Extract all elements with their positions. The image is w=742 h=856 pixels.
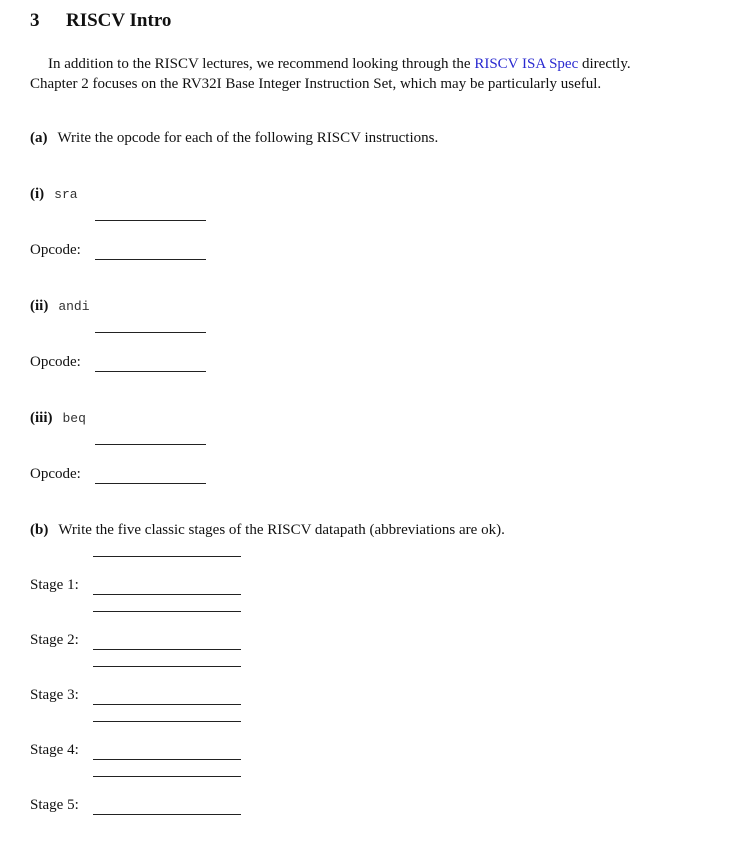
stage-3-field[interactable] (93, 704, 241, 705)
item-ii-answer-line-top (95, 332, 206, 333)
item-iii-instruction: beq (62, 411, 86, 426)
part-a-prompt: Write the opcode for each of the following RISCV instructions. (57, 130, 439, 146)
item-ii (30, 298, 90, 315)
item-iii-answer-line-top (95, 444, 206, 445)
item-iii-opcode-field[interactable] (95, 483, 206, 484)
intro-text-2: directly. (578, 56, 631, 72)
stage-2-label: Stage 2: (30, 632, 79, 648)
part-b-prompt: Write the five classic stages of the RISCV datapath (abbreviations are ok). (58, 522, 505, 538)
stage-2-line-top (93, 611, 241, 612)
stage-1-label: Stage 1: (30, 577, 79, 593)
item-i-answer-line-top (95, 220, 206, 221)
part-b-question (30, 522, 505, 539)
item-i-instruction: sra (54, 187, 78, 202)
item-iii-label: (iii) (30, 410, 53, 426)
section-title (30, 10, 171, 32)
stage-5-line-top (93, 776, 241, 777)
item-ii-opcode-label: Opcode: (30, 354, 81, 370)
item-iii-opcode-label: Opcode: (30, 466, 81, 482)
stage-2-field[interactable] (93, 649, 241, 650)
item-iii (30, 410, 86, 427)
item-ii-label: (ii) (30, 298, 49, 314)
section-title-text: RISCV Intro (66, 10, 172, 31)
stage-1-line-top (93, 556, 241, 557)
riscv-isa-spec-link[interactable]: RISCV ISA Spec (474, 56, 579, 72)
section-number: 3 (30, 10, 40, 31)
stage-5-field[interactable] (93, 814, 241, 815)
intro-line-1 (48, 54, 631, 74)
stage-4-line-top (93, 721, 241, 722)
stage-1-field[interactable] (93, 594, 241, 595)
item-i-opcode-label: Opcode: (30, 242, 81, 258)
stage-4-label: Stage 4: (30, 742, 79, 758)
part-a-label: (a) (30, 130, 48, 146)
stage-5-label: Stage 5: (30, 797, 79, 813)
item-i-label: (i) (30, 186, 45, 202)
item-ii-opcode-field[interactable] (95, 371, 206, 372)
item-i (30, 186, 78, 203)
stage-3-label: Stage 3: (30, 687, 79, 703)
intro-line-2: Chapter 2 focuses on the RV32I Base Integer Instruction Set, which may be particularly useful. (30, 76, 602, 92)
stage-4-field[interactable] (93, 759, 241, 760)
intro-text-1: In addition to the RISCV lectures, we recommend looking through the (48, 56, 475, 72)
part-a-question (30, 130, 438, 147)
part-b-label: (b) (30, 522, 49, 538)
stage-3-line-top (93, 666, 241, 667)
item-i-opcode-field[interactable] (95, 259, 206, 260)
item-ii-instruction: andi (58, 299, 90, 314)
